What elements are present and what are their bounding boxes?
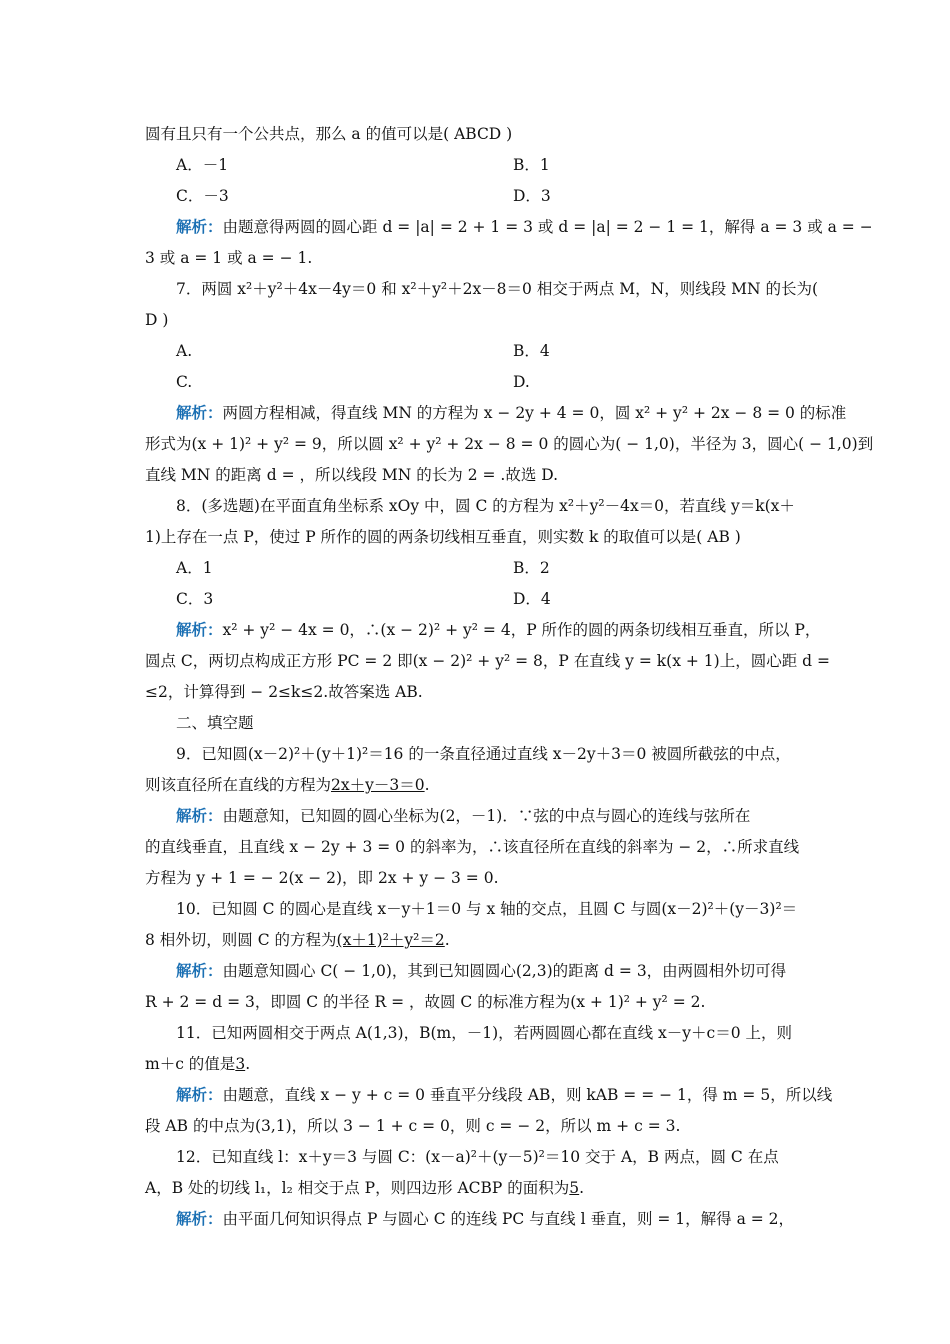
answer-blank: 5 bbox=[569, 1179, 580, 1197]
analysis-label: 解析： bbox=[176, 217, 223, 236]
text-span: . bbox=[444, 931, 450, 949]
text-line: R + 2 = d = 3，即圆 C 的半径 R = ，故圆 C 的标准方程为(x + 1)² + y² = 2. bbox=[145, 993, 706, 1011]
section-heading: 二、填空题 bbox=[176, 714, 254, 732]
analysis-label: 解析： bbox=[176, 620, 223, 639]
question-9: 9．已知圆(x－2)²＋(y＋1)²＝16 的一条直径通过直线 x－2y＋3＝0 被圆所截弦的中点， bbox=[176, 745, 791, 763]
question-12: 12．已知直线 l：x＋y＝3 与圆 C：(x－a)²＋(y－5)²＝10 交于 A，B 两点，圆 C 在点 bbox=[176, 1148, 779, 1166]
analysis-line bbox=[176, 961, 836, 981]
text-line: 直线 MN 的距离 d = ，所以线段 MN 的长为 2 = .故选 D. bbox=[145, 466, 559, 484]
choice-d: D．4 bbox=[513, 590, 551, 608]
choice-b: B．2 bbox=[513, 559, 550, 577]
text-line: ≤2，计算得到 − 2≤k≤2.故答案选 AB. bbox=[145, 683, 423, 701]
analysis-text: 由平面几何知识得点 P 与圆心 C 的连线 PC 与直线 l 垂直，则 = 1，解得 a = 2， bbox=[222, 1210, 795, 1228]
choice-row bbox=[176, 589, 836, 609]
analysis-line bbox=[176, 1085, 836, 1105]
analysis-label: 解析： bbox=[176, 1209, 223, 1228]
choice-c: C．3 bbox=[176, 590, 214, 608]
text-line: 3 或 a = 1 或 a = − 1. bbox=[145, 249, 313, 267]
text-span: m＋c 的值是 bbox=[145, 1055, 236, 1073]
choice-row bbox=[176, 341, 836, 361]
choice-a: A．1 bbox=[176, 559, 213, 577]
text-line bbox=[145, 775, 805, 795]
text-span: 则该直径所在直线的方程为 bbox=[145, 776, 332, 794]
text-line bbox=[145, 1054, 805, 1074]
analysis-line bbox=[176, 620, 836, 640]
choice-row bbox=[176, 372, 836, 392]
question-7: 7．两圆 x²＋y²＋4x－4y＝0 和 x²＋y²＋2x－8＝0 相交于两点 M，N，则线段 MN 的长为( bbox=[176, 280, 819, 298]
text-line: 方程为 y + 1 = − 2(x − 2)，即 2x + y − 3 = 0. bbox=[145, 869, 499, 887]
analysis-label: 解析： bbox=[176, 806, 223, 825]
text-line: 段 AB 的中点为(3,1)，所以 3 − 1 + c = 0，则 c = − 2，所以 m + c = 3. bbox=[145, 1117, 681, 1135]
choice-row bbox=[176, 558, 836, 578]
analysis-text: 由题意知圆心 C( − 1,0)，其到已知圆圆心(2,3)的距离 d = 3，由两圆相外切可得 bbox=[222, 962, 787, 980]
text-line bbox=[145, 1178, 805, 1198]
analysis-line bbox=[176, 1209, 836, 1229]
question-10: 10．已知圆 C 的圆心是直线 x－y＋1＝0 与 x 轴的交点，且圆 C 与圆(x－2)²＋(y－3)²＝ bbox=[176, 900, 798, 918]
text-span: . bbox=[424, 776, 430, 794]
choice-a: A. bbox=[176, 342, 193, 360]
choice-d: D．3 bbox=[513, 187, 551, 205]
analysis-label: 解析： bbox=[176, 1085, 223, 1104]
choice-d: D. bbox=[513, 373, 530, 391]
text-span: 8 相外切，则圆 C 的方程为 bbox=[145, 931, 337, 949]
text-span: A，B 处的切线 l₁，l₂ 相交于点 P，则四边形 ACBP 的面积为 bbox=[145, 1179, 570, 1197]
analysis-text: 两圆方程相减，得直线 MN 的方程为 x − 2y + 4 = 0，圆 x² + y² + 2x − 8 = 0 的标准 bbox=[222, 404, 847, 422]
choice-row bbox=[176, 155, 836, 175]
text-line: 形式为(x + 1)² + y² = 9，所以圆 x² + y² + 2x − 8 = 0 的圆心为( − 1,0)，半径为 3，圆心( − 1,0)到 bbox=[145, 435, 874, 453]
analysis-line bbox=[176, 403, 847, 423]
question-8: 8．(多选题)在平面直角坐标系 xOy 中，圆 C 的方程为 x²＋y²－4x＝0，若直线 y＝k(x＋ bbox=[176, 497, 795, 515]
analysis-text: x² + y² − 4x = 0，∴(x − 2)² + y² = 4，P 所作的圆的两条切线相互垂直，所以 P， bbox=[222, 621, 821, 639]
text-line: 1)上存在一点 P，使过 P 所作的圆的两条切线相互垂直，则实数 k 的取值可以是( AB ) bbox=[145, 528, 741, 546]
text-line: D ) bbox=[145, 311, 169, 329]
choice-b: B．4 bbox=[513, 342, 550, 360]
text-span: . bbox=[579, 1179, 585, 1197]
analysis-text: 由题意得两圆的圆心距 d = |a| = 2 + 1 = 3 或 d = |a| = 2 − 1 = 1，解得 a = 3 或 a = − bbox=[222, 218, 873, 236]
choice-c: C. bbox=[176, 373, 193, 391]
choice-b: B．1 bbox=[513, 156, 550, 174]
analysis-text: 由题意知，已知圆的圆心坐标为(2，－1)．∵弦的中点与圆心的连线与弦所在 bbox=[222, 807, 751, 825]
question-11: 11．已知两圆相交于两点 A(1,3)，B(m，－1)，若两圆圆心都在直线 x－y＋c＝0 上，则 bbox=[176, 1024, 793, 1042]
analysis-label: 解析： bbox=[176, 403, 223, 422]
text-line: 圆有且只有一个公共点，那么 a 的值可以是( ABCD ) bbox=[145, 125, 513, 143]
text-line: 的直线垂直，且直线 x − 2y + 3 = 0 的斜率为，∴该直径所在直线的斜率为 − 2，∴所求直线 bbox=[145, 838, 800, 856]
text-line: 圆点 C，两切点构成正方形 PC = 2 即(x − 2)² + y² = 8，P 在直线 y = k(x + 1)上，圆心距 d = bbox=[145, 652, 830, 670]
analysis-text: 由题意，直线 x − y + c = 0 垂直平分线段 AB，则 kAB = = − 1，得 m = 5，所以线 bbox=[222, 1086, 833, 1104]
choice-c: C．－3 bbox=[176, 187, 229, 205]
choice-row bbox=[176, 186, 836, 206]
answer-blank: (x＋1)²＋y²＝2 bbox=[336, 931, 445, 949]
answer-blank: 3 bbox=[235, 1055, 246, 1073]
answer-blank: 2x＋y－3＝0 bbox=[331, 776, 425, 794]
analysis-line bbox=[176, 806, 836, 826]
choice-a: A．－1 bbox=[176, 156, 229, 174]
analysis-line bbox=[176, 217, 873, 237]
text-line bbox=[145, 930, 805, 950]
analysis-label: 解析： bbox=[176, 961, 223, 980]
text-span: . bbox=[245, 1055, 251, 1073]
